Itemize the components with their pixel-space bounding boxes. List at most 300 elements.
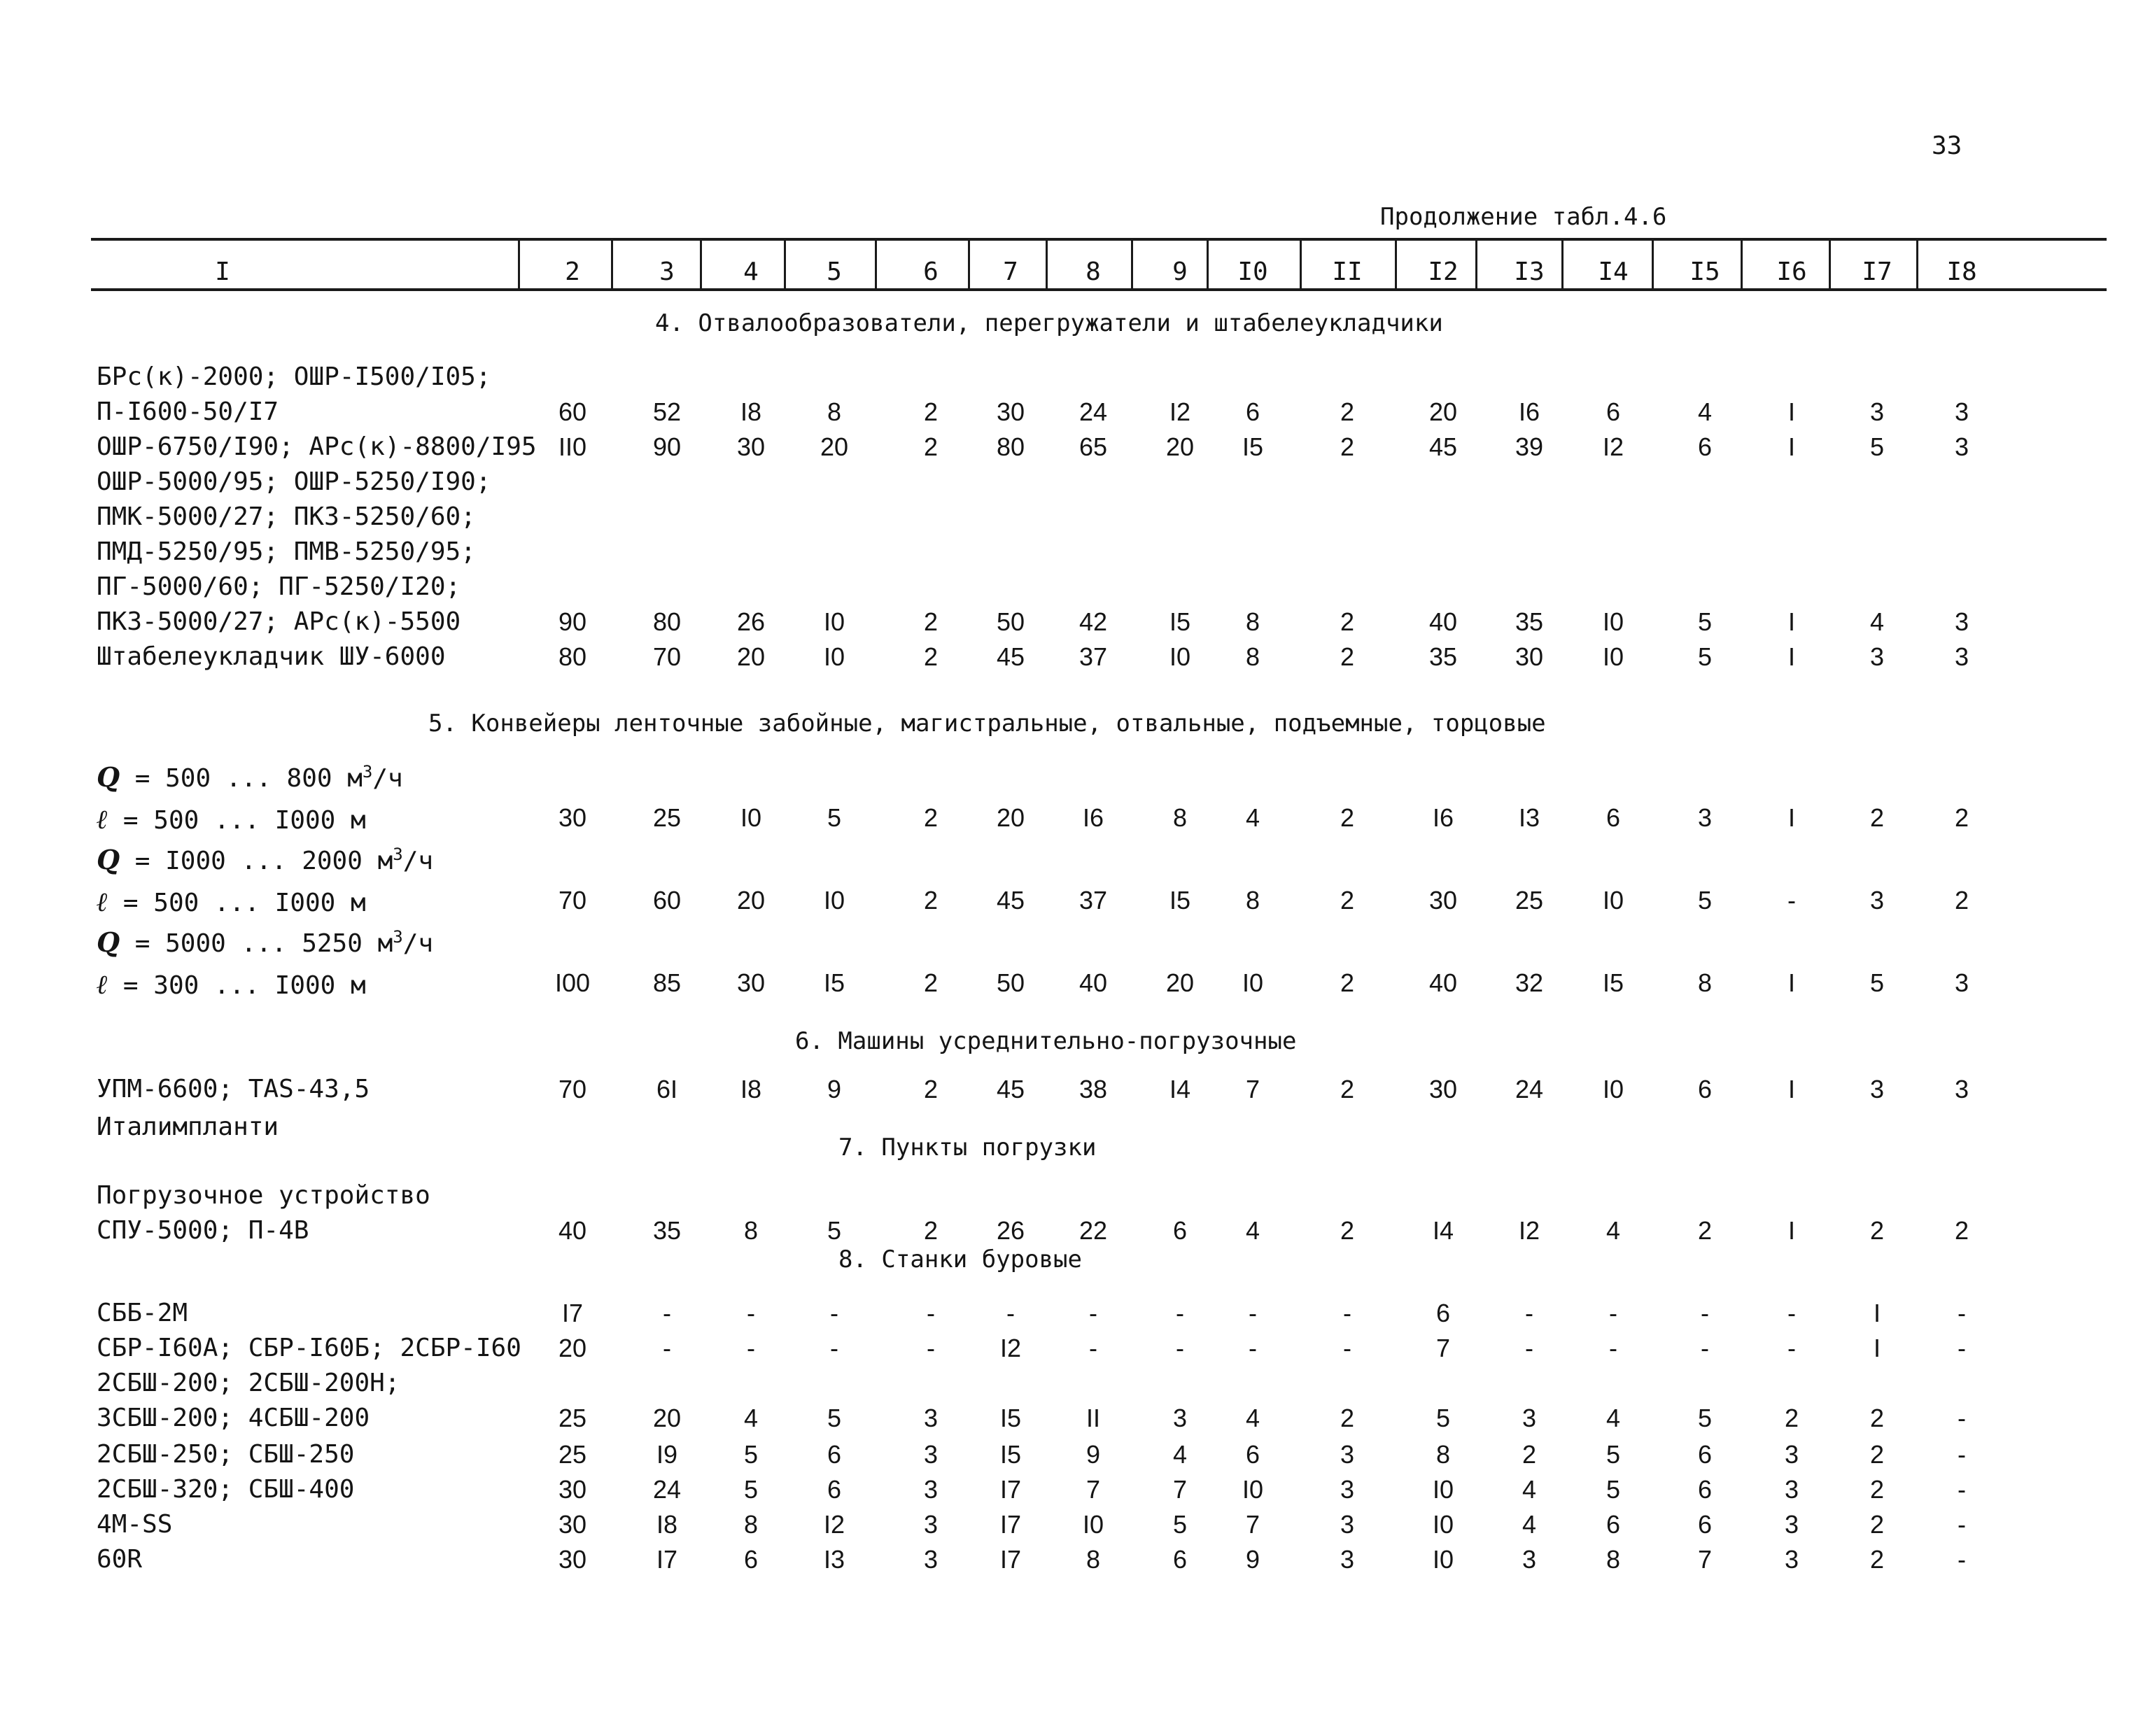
table-cell: 30 [1515,642,1544,671]
table-cell: I5 [999,1440,1022,1469]
table-cell: 50 [996,607,1025,636]
column-separator [1561,238,1564,291]
row-label: БРс(к)-2000; ОШР-I500/I05; [97,362,491,391]
column-separator [875,238,877,291]
table-cell: 90 [558,607,587,636]
table-cell: 39 [1515,432,1544,461]
table-cell: 2 [1340,886,1355,915]
table-cell: I2 [1169,397,1191,426]
table-cell: 8 [743,1216,759,1245]
table-cell: 3 [923,1510,939,1539]
table-cell: 2 [1697,1216,1713,1245]
table-cell: - [1006,1299,1015,1327]
table-top-rule [91,238,2107,241]
header-cell: 9 [1172,257,1188,286]
table-cell: 2 [1340,1216,1355,1245]
table-cell: 80 [558,642,587,671]
table-cell: - [1958,1440,1966,1469]
table-cell: 4 [1172,1440,1188,1469]
table-cell: I0 [740,803,762,832]
table-cell: 5 [743,1440,759,1469]
row-label: 2СБШ-320; СБШ-400 [97,1475,355,1504]
table-cell: 6 [1697,1510,1713,1539]
table-cell: 8 [1435,1440,1451,1469]
table-cell: - [663,1334,671,1362]
table-cell: - [1176,1334,1184,1362]
table-cell: 4 [1245,1216,1260,1245]
table-cell: 5 [1435,1404,1451,1432]
table-cell: 7 [1245,1510,1260,1539]
row-label: 60R [97,1545,143,1574]
table-cell: I0 [1602,886,1624,915]
table-cell: 4 [1697,397,1713,426]
table-cell: 25 [652,803,682,832]
table-cell: 3 [1340,1510,1355,1539]
table-cell: I [1787,642,1796,671]
table-cell: 3 [1954,968,1969,997]
table-cell: I2 [999,1334,1022,1362]
header-cell: 6 [923,257,939,286]
header-cell: I4 [1598,257,1629,286]
table-cell: 3 [923,1440,939,1469]
table-cell: 6 [1606,397,1621,426]
table-cell: 3 [923,1404,939,1432]
row-label: УПМ-6600; TAS-43,5 [97,1075,370,1103]
table-caption: Продолжение табл.4.6 [1380,203,1667,231]
table-cell: - [1089,1334,1097,1362]
table-cell: 40 [1428,968,1458,997]
column-separator [1300,238,1302,291]
table-cell: I2 [1602,432,1624,461]
table-cell: I9 [656,1440,678,1469]
row-label: ПКЗ-5000/27; АРс(к)-5500 [97,607,461,636]
header-cell: I6 [1776,257,1807,286]
table-cell: 20 [736,642,766,671]
table-cell: 35 [1515,607,1544,636]
header-cell: 8 [1085,257,1101,286]
table-cell: 70 [652,642,682,671]
table-cell: 30 [558,1475,587,1504]
table-cell: I [1787,397,1796,426]
row-label: 2СБШ-250; СБШ-250 [97,1440,355,1469]
table-cell: I2 [823,1510,845,1539]
table-cell: 5 [1606,1440,1621,1469]
table-cell: 2 [1522,1440,1537,1469]
table-cell: I [1787,1075,1796,1103]
table-cell: - [1701,1334,1709,1362]
table-cell: I2 [1518,1216,1540,1245]
table-cell: - [1787,1299,1796,1327]
table-cell: 5 [827,1404,842,1432]
table-cell: 6 [1435,1299,1451,1327]
table-cell: 6 [1606,1510,1621,1539]
header-cell: I7 [1862,257,1892,286]
table-cell: 20 [1165,432,1195,461]
table-cell: 7 [1697,1545,1713,1574]
table-cell: I0 [1082,1510,1104,1539]
table-cell: I5 [1602,968,1624,997]
header-cell: I2 [1428,257,1459,286]
table-cell: 20 [558,1334,587,1362]
section-title: 5. Конвейеры ленточные забойные, магистральные, отвальные, подъемные, торцовые [428,710,1546,738]
row-label: ОШР-6750/I90; АРс(к)-8800/I95 [97,432,537,461]
table-cell: 2 [923,642,939,671]
table-cell: 30 [558,1545,587,1574]
table-cell: 3 [1522,1404,1537,1432]
table-cell: 2 [1954,1216,1969,1245]
table-cell: 8 [1172,803,1188,832]
table-cell: 3 [1340,1475,1355,1504]
table-cell: - [1958,1299,1966,1327]
table-cell: 3 [1954,642,1969,671]
table-cell: 3 [1869,642,1885,671]
table-cell: 2 [1340,607,1355,636]
table-cell: 24 [1515,1075,1544,1103]
table-cell: I [1873,1334,1881,1362]
table-cell: I0 [823,886,845,915]
table-cell: 3 [1869,1075,1885,1103]
table-cell: I [1787,968,1796,997]
table-cell: - [663,1299,671,1327]
table-cell: - [1787,1334,1796,1362]
table-cell: 4 [743,1404,759,1432]
table-cell: 2 [1869,1216,1885,1245]
header-cell: I0 [1237,257,1268,286]
table-cell: 85 [652,968,682,997]
table-cell: 2 [1340,397,1355,426]
column-separator [1207,238,1209,291]
table-cell: I0 [1602,607,1624,636]
table-cell: 3 [1784,1440,1799,1469]
table-cell: 3 [1784,1510,1799,1539]
table-cell: 7 [1172,1475,1188,1504]
table-cell: 65 [1078,432,1108,461]
table-cell: II0 [558,432,587,461]
table-cell: 4 [1522,1475,1537,1504]
table-cell: 3 [923,1545,939,1574]
table-cell: 80 [996,432,1025,461]
table-cell: I7 [999,1475,1022,1504]
table-cell: 8 [743,1510,759,1539]
table-cell: I7 [561,1299,584,1327]
table-cell: 2 [1869,1404,1885,1432]
table-cell: I8 [656,1510,678,1539]
table-cell: I0 [1432,1510,1454,1539]
header-cell: I3 [1514,257,1545,286]
table-cell: 4 [1606,1404,1621,1432]
table-cell: - [1958,1404,1966,1432]
table-cell: I3 [823,1545,845,1574]
header-cell: 3 [659,257,675,286]
header-cell: 5 [827,257,842,286]
table-cell: 2 [1869,1545,1885,1574]
row-label: Q = I000 ... 2000 $м^3/ч$ [97,844,434,875]
table-cell: 5 [1697,642,1713,671]
table-cell: - [1958,1510,1966,1539]
table-cell: 6I [656,1075,678,1103]
table-cell: 40 [1428,607,1458,636]
table-cell: 4 [1869,607,1885,636]
table-cell: 5 [827,1216,842,1245]
row-label: ПМД-5250/95; ПМВ-5250/95; [97,537,476,566]
table-cell: - [830,1334,838,1362]
table-cell: - [1343,1299,1351,1327]
table-cell: 2 [923,968,939,997]
table-cell: I7 [999,1545,1022,1574]
table-cell: 20 [820,432,849,461]
table-cell: 6 [1172,1545,1188,1574]
table-cell: I3 [1518,803,1540,832]
table-cell: 2 [923,803,939,832]
table-cell: - [1176,1299,1184,1327]
row-label: Погрузочное устройство [97,1181,430,1210]
table-cell: 7 [1435,1334,1451,1362]
column-separator [700,238,702,291]
table-cell: 3 [1784,1475,1799,1504]
table-cell: 35 [652,1216,682,1245]
table-cell: I4 [1169,1075,1191,1103]
table-cell: I [1873,1299,1881,1327]
column-separator [1131,238,1133,291]
table-cell: 30 [736,432,766,461]
section-title: 6. Машины усреднительно-погрузочные [795,1027,1297,1055]
table-cell: 30 [736,968,766,997]
table-cell: - [1343,1334,1351,1362]
table-cell: 20 [652,1404,682,1432]
table-cell: I0 [1432,1545,1454,1574]
table-cell: 2 [1869,1510,1885,1539]
table-cell: 5 [1869,968,1885,997]
table-cell: 2 [1954,886,1969,915]
table-cell: - [1958,1334,1966,1362]
header-cell: 7 [1003,257,1018,286]
table-cell: 24 [652,1475,682,1504]
table-cell: 45 [996,642,1025,671]
table-cell: 6 [1697,432,1713,461]
table-cell: 25 [1515,886,1544,915]
table-cell: 5 [827,803,842,832]
column-separator [1395,238,1397,291]
table-cell: I [1787,803,1796,832]
table-cell: - [747,1299,755,1327]
table-cell: 5 [1172,1510,1188,1539]
row-label: СБР-I60А; СБР-I60Б; 2СБР-I60 [97,1334,521,1362]
table-cell: 8 [1085,1545,1101,1574]
column-separator [1046,238,1048,291]
table-cell: 3 [1340,1545,1355,1574]
table-cell: 2 [1869,1440,1885,1469]
table-cell: 5 [1697,886,1713,915]
table-cell: 3 [1954,607,1969,636]
table-cell: 6 [1697,1475,1713,1504]
table-cell: - [927,1334,935,1362]
table-cell: 2 [1340,1404,1355,1432]
table-cell: 30 [1428,886,1458,915]
table-cell: 5 [1869,432,1885,461]
table-cell: 2 [1869,1475,1885,1504]
table-cell: 22 [1078,1216,1108,1245]
table-cell: 2 [1869,803,1885,832]
table-cell: II [1085,1404,1101,1432]
table-cell: 32 [1515,968,1544,997]
section-title: 8. Станки буровые [838,1245,1082,1273]
column-separator [611,238,613,291]
table-cell: 38 [1078,1075,1108,1103]
table-cell: 3 [1697,803,1713,832]
table-cell: 60 [558,397,587,426]
table-cell: 6 [1697,1075,1713,1103]
table-cell: - [1249,1299,1257,1327]
table-cell: 3 [1954,1075,1969,1103]
row-label: СББ-2М [97,1299,188,1327]
table-cell: I0 [823,607,845,636]
row-label: ПГ-5000/60; ПГ-5250/I20; [97,572,461,601]
table-cell: 5 [1697,1404,1713,1432]
table-cell: I [1787,1216,1796,1245]
table-cell: - [1609,1299,1617,1327]
table-cell: I5 [999,1404,1022,1432]
row-label: 4М-SS [97,1510,173,1539]
table-cell: I8 [740,397,762,426]
table-cell: I5 [1242,432,1264,461]
table-cell: I6 [1432,803,1454,832]
table-cell: - [747,1334,755,1362]
table-cell: 7 [1085,1475,1101,1504]
column-separator [784,238,786,291]
table-cell: - [1787,886,1796,915]
column-separator [1741,238,1743,291]
table-cell: 2 [1784,1404,1799,1432]
table-cell: 3 [1869,397,1885,426]
table-cell: I0 [1242,968,1264,997]
table-cell: 20 [1428,397,1458,426]
table-cell: 6 [1245,1440,1260,1469]
table-cell: 8 [1697,968,1713,997]
table-cell: 3 [1954,397,1969,426]
row-label: Штабелеукладчик ШУ-6000 [97,642,446,671]
table-cell: 6 [827,1440,842,1469]
table-cell: 2 [1340,432,1355,461]
page-number: 33 [1932,132,1962,160]
table-cell: 2 [923,1075,939,1103]
table-cell: 5 [1697,607,1713,636]
table-cell: 24 [1078,397,1108,426]
table-cell: 37 [1078,642,1108,671]
table-cell: 20 [996,803,1025,832]
table-cell: 5 [1606,1475,1621,1504]
table-cell: 2 [923,397,939,426]
column-separator [1652,238,1654,291]
table-cell: I7 [999,1510,1022,1539]
table-cell: 7 [1245,1075,1260,1103]
table-cell: 4 [1522,1510,1537,1539]
table-cell: 26 [736,607,766,636]
header-cell: I8 [1946,257,1977,286]
table-cell: 4 [1245,803,1260,832]
header-cell: II [1332,257,1363,286]
table-cell: 70 [558,1075,587,1103]
row-label: 2СБШ-200; 2СБШ-200Н; [97,1369,400,1397]
column-separator [1916,238,1918,291]
table-cell: I5 [1169,886,1191,915]
table-cell: 60 [652,886,682,915]
table-cell: 40 [1078,968,1108,997]
table-cell: 2 [923,607,939,636]
table-cell: I4 [1432,1216,1454,1245]
table-cell: - [1525,1334,1533,1362]
table-cell: 3 [1784,1545,1799,1574]
table-cell: - [1249,1334,1257,1362]
row-label: П-I600-50/I7 [97,397,279,426]
table-cell: 2 [1954,803,1969,832]
table-cell: 8 [1606,1545,1621,1574]
table-cell: 2 [923,1216,939,1245]
table-cell: - [1701,1299,1709,1327]
table-cell: 6 [1697,1440,1713,1469]
table-cell: 37 [1078,886,1108,915]
table-cell: I0 [1169,642,1191,671]
table-cell: 3 [1172,1404,1188,1432]
row-label: ℓ = 300 ... I000 м [97,968,366,1000]
table-cell: I [1787,607,1796,636]
table-cell: 2 [1340,642,1355,671]
table-cell: 8 [1245,607,1260,636]
table-cell: - [1089,1299,1097,1327]
table-cell: 4 [1245,1404,1260,1432]
table-cell: 3 [1869,886,1885,915]
table-cell: 2 [923,886,939,915]
table-cell: 3 [923,1475,939,1504]
table-cell: I [1787,432,1796,461]
table-cell: 50 [996,968,1025,997]
table-cell: I5 [1169,607,1191,636]
column-separator [968,238,970,291]
header-cell: I [215,257,230,286]
header-cell: 2 [565,257,580,286]
table-cell: 3 [1522,1545,1537,1574]
table-cell: I6 [1518,397,1540,426]
table-cell: 8 [1245,886,1260,915]
table-cell: 6 [743,1545,759,1574]
row-label: ПМК-5000/27; ПКЗ-5250/60; [97,502,476,531]
table-cell: 6 [1172,1216,1188,1245]
table-cell: - [830,1299,838,1327]
table-cell: 8 [1245,642,1260,671]
table-cell: 9 [827,1075,842,1103]
table-cell: 25 [558,1440,587,1469]
table-cell: 9 [1245,1545,1260,1574]
table-cell: 6 [1245,397,1260,426]
table-cell: 42 [1078,607,1108,636]
row-label: 3СБШ-200; 4СБШ-200 [97,1404,370,1432]
table-cell: 45 [1428,432,1458,461]
section-title: 7. Пункты погрузки [838,1134,1097,1162]
table-header-rule [91,288,2107,291]
table-cell: I8 [740,1075,762,1103]
table-cell: - [1958,1475,1966,1504]
table-cell: I7 [656,1545,678,1574]
table-cell: 9 [1085,1440,1101,1469]
table-cell: 30 [558,803,587,832]
header-cell: I5 [1689,257,1720,286]
table-cell: 20 [1165,968,1195,997]
column-separator [1475,238,1477,291]
table-cell: 5 [743,1475,759,1504]
table-cell: 70 [558,886,587,915]
table-cell: I6 [1082,803,1104,832]
table-cell: 4 [1606,1216,1621,1245]
table-cell: 26 [996,1216,1025,1245]
